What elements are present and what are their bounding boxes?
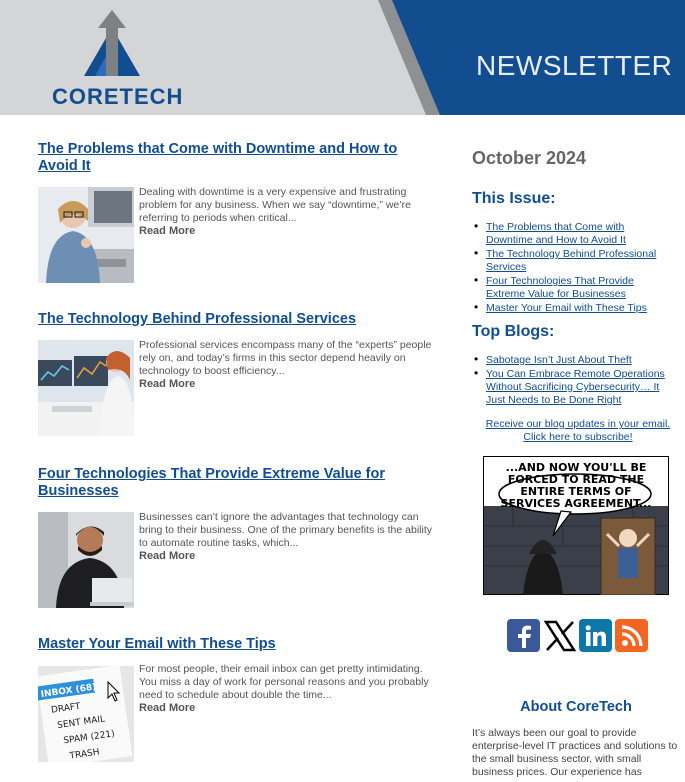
this-issue-link[interactable]: • Four Technologies That Provide Extreme Value for Businesses [472,275,672,301]
rss-icon[interactable] [615,619,648,652]
subscribe-link[interactable] [472,418,684,444]
top-blogs-heading: Top Blogs: [472,323,555,340]
article-excerpt [139,339,434,391]
trash-label: TRASH [69,747,101,762]
excerpt-text: Professional services encompass many of the “experts” people rely on, and today’s firms in this sector depend heavily on technology to boost efficiency... [139,339,432,377]
article-image[interactable] [38,340,134,436]
article-excerpt [139,186,434,238]
article-image[interactable] [38,512,134,608]
article-image[interactable] [38,187,134,283]
x-icon[interactable] [543,619,576,652]
article-2 [38,311,438,390]
sent-label: SENT MAIL [56,714,106,732]
email-inbox-image [38,666,134,762]
subscribe-line-2: Click here to subscribe! [523,431,633,443]
this-issue-heading: This Issue: [472,190,556,207]
read-more-link[interactable]: Read More [139,550,196,562]
comic-image[interactable] [483,456,669,595]
read-more-link[interactable]: Read More [139,225,196,237]
article-title-link[interactable]: The Technology Behind Professional Services [38,311,357,327]
social-links [507,619,648,652]
this-issue-link[interactable]: • Master Your Email with These Tips [472,302,672,315]
article-excerpt [139,511,434,563]
newsletter-title: NEWSLETTER [476,50,673,81]
this-issue-link[interactable]: • The Technology Behind Professional Services [472,248,672,274]
excerpt-text: Businesses can’t ignore the advantages that technology can bring to their business. One of the primary benefits is the ability to automate routine tasks, which... [139,511,432,549]
draft-label: DRAFT [50,701,82,716]
article-title-link[interactable]: Four Technologies That Provide Extreme Value for Businesses [38,466,386,499]
this-issue-list [472,221,672,316]
top-blog-link[interactable]: • You Can Embrace Remote Operations Without Sacrificing Cybersecurity… It Just Needs to Be Done Right [472,368,672,407]
excerpt-text: Dealing with downtime is a very expensive and frustrating problem for any business. When we say “downtime,” we’re referring to periods when critical... [139,186,411,224]
article-excerpt [139,663,434,715]
article-1 [38,141,438,237]
read-more-link[interactable]: Read More [139,378,196,390]
article-title-link[interactable]: Master Your Email with These Tips [38,636,276,652]
article-4 [38,636,438,762]
article-title-link[interactable]: The Problems that Come with Downtime and How to Avoid It [38,141,398,174]
excerpt-text: For most people, their email inbox can get pretty intimidating. You miss a day of work for personal reasons and you probably need to schedule about double the time... [139,663,429,701]
issue-month: October 2024 [472,148,587,168]
top-blogs-list [472,354,672,408]
about-text: It’s always been our goal to provide enterprise-level IT practices and solutions to the small business sector, with small business prices. Our experience has [472,727,678,778]
woman-at-computer-image [38,187,134,283]
about-heading: About CoreTech [520,699,632,715]
linkedin-icon[interactable] [579,619,612,652]
article-3 [38,466,438,562]
read-more-link[interactable]: Read More [139,702,196,714]
office-monitors-image [38,340,134,436]
newsletter-header [0,0,685,115]
facebook-icon[interactable] [507,619,540,652]
brand-name: CORETECH [52,84,184,109]
spam-label: SPAM (221) [62,729,116,747]
article-image[interactable] [38,666,134,762]
man-with-laptop-image [38,512,134,608]
inbox-label: INBOX (68) [40,682,97,701]
this-issue-link[interactable]: • The Problems that Come with Downtime and How to Avoid It [472,221,672,247]
comic-caption: ...AND NOW YOU'LL BE FORCED TO READ THE ENTIRE TERMS OF SERVICES AGREEMENT... [500,462,652,510]
subscribe-line-1: Receive our blog updates in your email. [485,418,671,430]
top-blog-link[interactable]: • Sabotage Isn’t Just About Theft [472,354,672,367]
